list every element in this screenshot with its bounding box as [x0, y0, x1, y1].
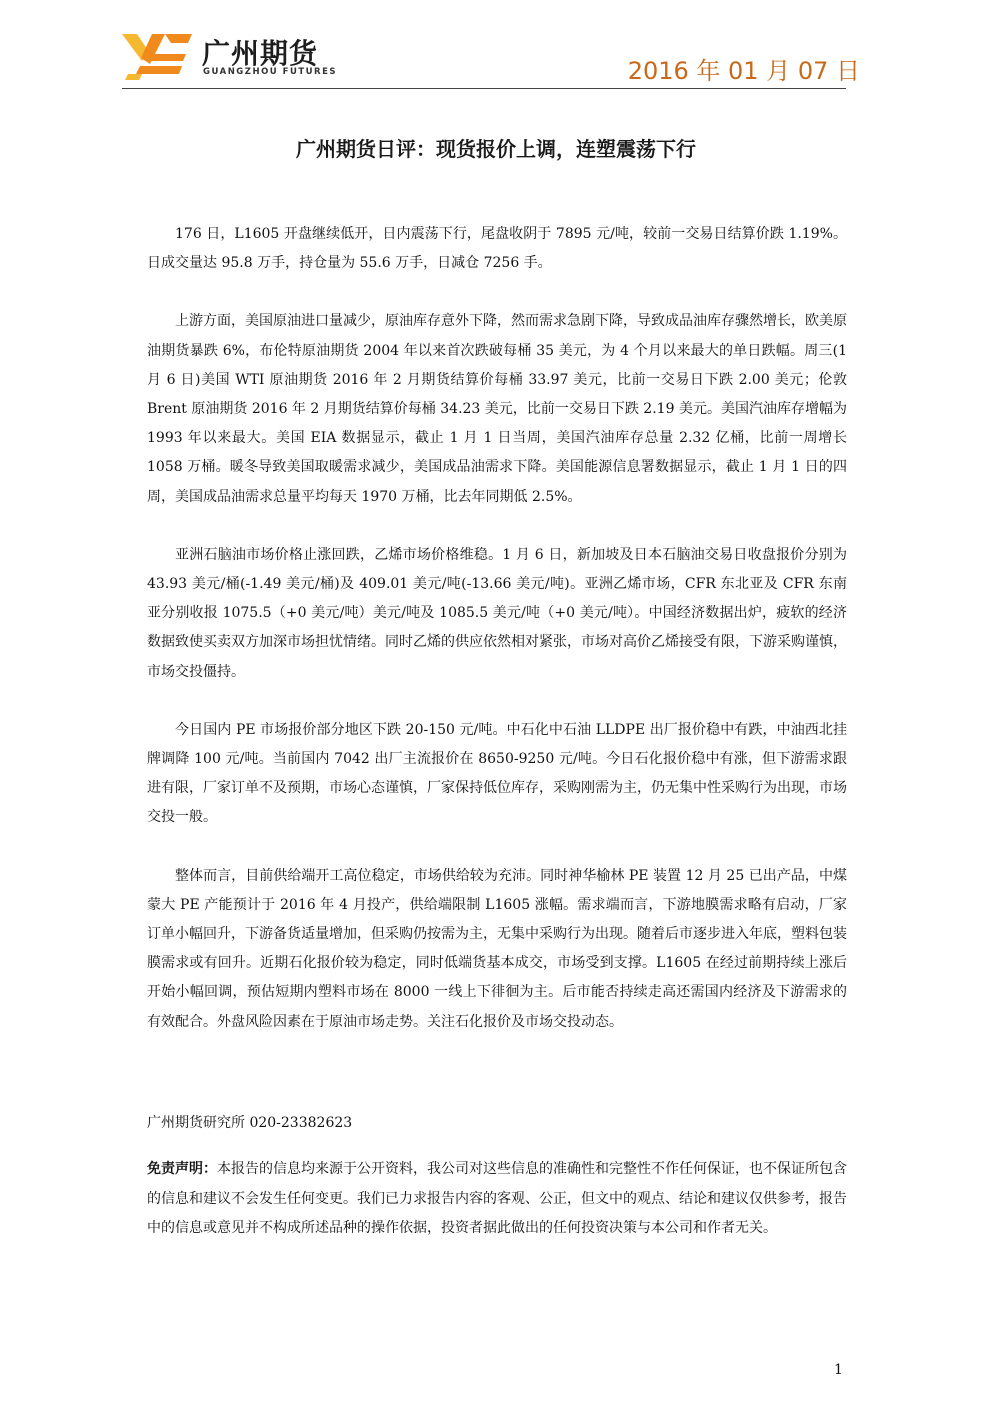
- disclaimer-label: 免责声明：: [147, 1161, 217, 1177]
- page-number: 1: [834, 1362, 843, 1378]
- body-paragraph-outlook: 整体而言，目前供给端开工高位稳定，市场供给较为充沛。同时神华榆林 PE 装置 12 月 25 已出产品，中煤蒙大 PE 产能预计于 2016 年 4 月投产，供给端限制 L1605 涨幅。需求端而言，下游地膜需求略有启动，厂家订单小幅回升，下游备货适量增加，但采购仍按需为主，无集中采购行为出现。随着后市逐步进入年底，塑料包装膜需求或有回升。近期石化报价较为稳定，同时低端货基本成交，市场受到支撑。L1605 在经过前期持续上涨后开始小幅回调，预估短期内塑料市场在 8000 一线上下徘徊为主。后市能否持续走高还需国内经济及下游需求的有效配合。外盘风险因素在于原油市场走势。关注石化报价及市场交投动态。: [147, 867, 847, 1030]
- page-header: [0, 0, 992, 95]
- logo-mark-icon: [122, 30, 197, 80]
- body-paragraph-market: 176 日，L1605 开盘继续低开，日内震荡下行，尾盘收阴于 7895 元/吨，较前一交易日结算价跌 1.19%。日成交量达 95.8 万手，持仓量为 55.6 万手，日减仓 7256 手。: [147, 226, 847, 272]
- body-paragraph-pe-spot: 今日国内 PE 市场报价部分地区下跌 20-150 元/吨。中石化中石油 LLDPE 出厂报价稳中有跌，中油西北挂牌调降 100 元/吨。当前国内 7042 出厂主流报价在 8650-9250 元/吨。今日石化报价稳中有涨，但下游需求跟进有限，厂家订单不及预期，市场心态谨慎，厂家保持低位库存，采购刚需为主，仍无集中性采购行为出现，市场交投一般。: [147, 721, 847, 826]
- company-logo: [122, 30, 337, 80]
- brand-name-en: GUANGZHOU FUTURES: [203, 67, 338, 77]
- brand-name-cn: 广州期货: [202, 37, 319, 70]
- body-paragraph-crude-oil: 上游方面，美国原油进口量减少，原油库存意外下降，然而需求急剧下降，导致成品油库存骤然增长，欧美原油期货暴跌 6%，布伦特原油期货 2004 年以来首次跌破每桶 35 美元，为 4 个月以来最大的单日跌幅。周三(1 月 6 日)美国 WTI 原油期货 2016 年 2 月期货结算价每桶 33.97 美元，比前一交易日下跌 2.00 美元；伦敦 Brent 原油期货 2016 年 2 月期货结算价每桶 34.23 美元，比前一交易日下跌 2.19 美元。美国汽油库存增幅为 1993 年以来最大。美国 EIA 数据显示，截止 1 月 1 日当周，美国汽油库存总量 2.32 亿桶，比前一周增长 1058 万桶。暖冬导致美国取暖需求减少，美国成品油需求下降。美国能源信息署数据显示，截止 1 月 1 日的四周，美国成品油需求总量平均每天 1970 万桶，比去年同期低 2.5%。: [147, 313, 847, 505]
- report-body: [147, 220, 847, 1066]
- body-paragraph-naphtha-ethylene: 亚洲石脑油市场价格止涨回跌，乙烯市场价格维稳。1 月 6 日，新加坡及日本石脑油交易日收盘报价分别为 43.93 美元/桶(-1.49 美元/桶)及 409.01 美元/吨(-13.66 美元/吨)。亚洲乙烯市场，CFR 东北亚及 CFR 东南亚分别收报 1075.5（+0 美元/吨）美元/吨及 1085.5 美元/吨（+0 美元/吨）。中国经济数据出炉，疲软的经济数据致使买卖双方加深市场担忧情绪。同时乙烯的供应依然相对紧张，市场对高价乙烯接受有限，下游采购谨慎，市场交投僵持。: [147, 546, 847, 680]
- header-divider: [122, 88, 846, 89]
- report-date: 2016 年 01 月 07 日: [627, 57, 860, 85]
- report-title: 广州期货日评：现货报价上调，连塑震荡下行: [296, 137, 696, 161]
- disclaimer-text: 本报告的信息均来源于公开资料，我公司对这些信息的准确性和完整性不作任何保证，也不保证所包含的信息和建议不会发生任何变更。我们已力求报告内容的客观、公正，但文中的观点、结论和建议仅供参考，报告中的信息或意见并不构成所述品种的操作依据，投资者据此做出的任何投资决策与本公司和作者无关。: [147, 1161, 847, 1236]
- research-contact: 广州期货研究所 020-23382623: [147, 1115, 353, 1131]
- disclaimer: [147, 1155, 847, 1244]
